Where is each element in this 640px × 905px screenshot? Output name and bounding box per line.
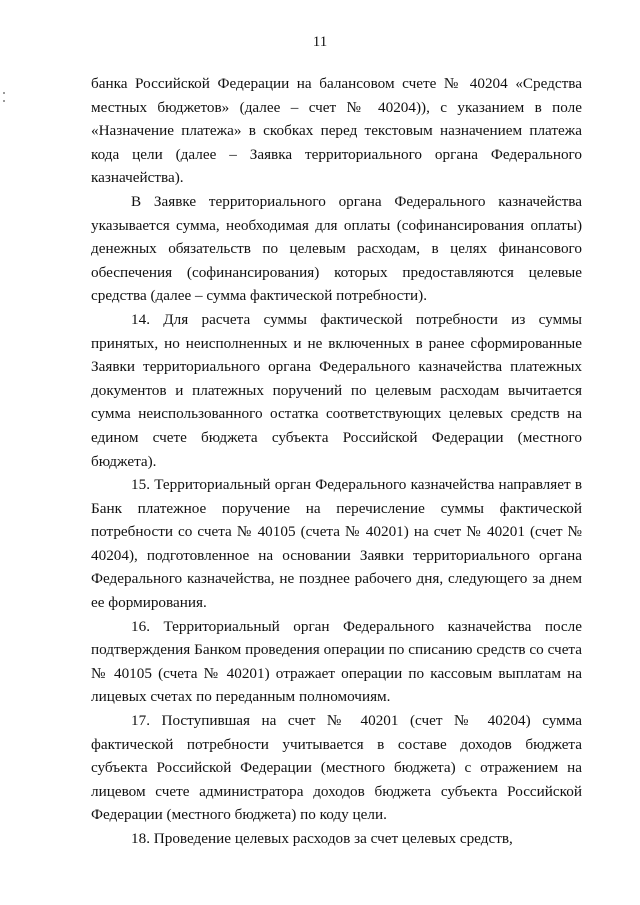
paragraph-clause-18: 18. Проведение целевых расходов за счет целевых средств, xyxy=(131,830,513,847)
page-number: 11 xyxy=(312,34,328,50)
scan-artifact xyxy=(3,92,5,94)
paragraph-continuation: банка Российской Федерации на балансовом счете № 40204 «Средства местных бюджетов» (далее – счет № 40204)), с указанием в поле «Назначение платежа» в скобках перед текстовым назначением платежа кода цели (далее – Заявка территориального органа Федерального казначейства). xyxy=(91,75,582,187)
paragraph-clause-14: 14. Для расчета суммы фактической потребности из суммы принятых, но неисполненных и не включенных в ранее сформированные Заявки территориального органа Федерального казначейства платежных документов и платежных поручений по целевым расходам вычитается сумма неиспользованного остатка соответствующих целевых средств на едином счете бюджета субъекта Российской Федерации (местного бюджета). xyxy=(91,310,582,470)
paragraph-clause-17: 17. Поступившая на счет № 40201 (счет № 40204) сумма фактической потребности учитывается в составе доходов бюджета субъекта Российской Федерации (местного бюджета) с отражением на лицевом счете администратора доходов бюджета субъекта Российской Федерации (местного бюджета) по коду цели. xyxy=(91,712,582,824)
paragraph-request-amount: В Заявке территориального органа Федерального казначейства указывается сумма, необходимая для оплаты (софинансирования оплаты) денежных обязательств по целевым расходам, в целях финансового обеспечения (софинансирования) которых предоставляются целевые средства (далее – сумма фактической потребности). xyxy=(91,192,582,305)
paragraph-clause-16: 16. Территориальный орган Федерального казначейства после подтверждения Банком проведения операции по списанию средств со счета № 40105 (счета № 40201) отражает операции по кассовым выплатам на лицевых счетах по переданным полномочиям. xyxy=(91,617,582,706)
paragraph-clause-15: 15. Территориальный орган Федерального казначейства направляет в Банк платежное поручение на перечисление суммы фактической потребности со счета № 40105 (счета № 40201) на счет № 40201 (счет № 40204), подготовленное на основании Заявки территориального органа Федерального казначейства, не позднее рабочего дня, следующего за днем ее формирования. xyxy=(91,476,582,612)
document-body xyxy=(91,72,582,851)
scan-artifact xyxy=(3,100,5,102)
